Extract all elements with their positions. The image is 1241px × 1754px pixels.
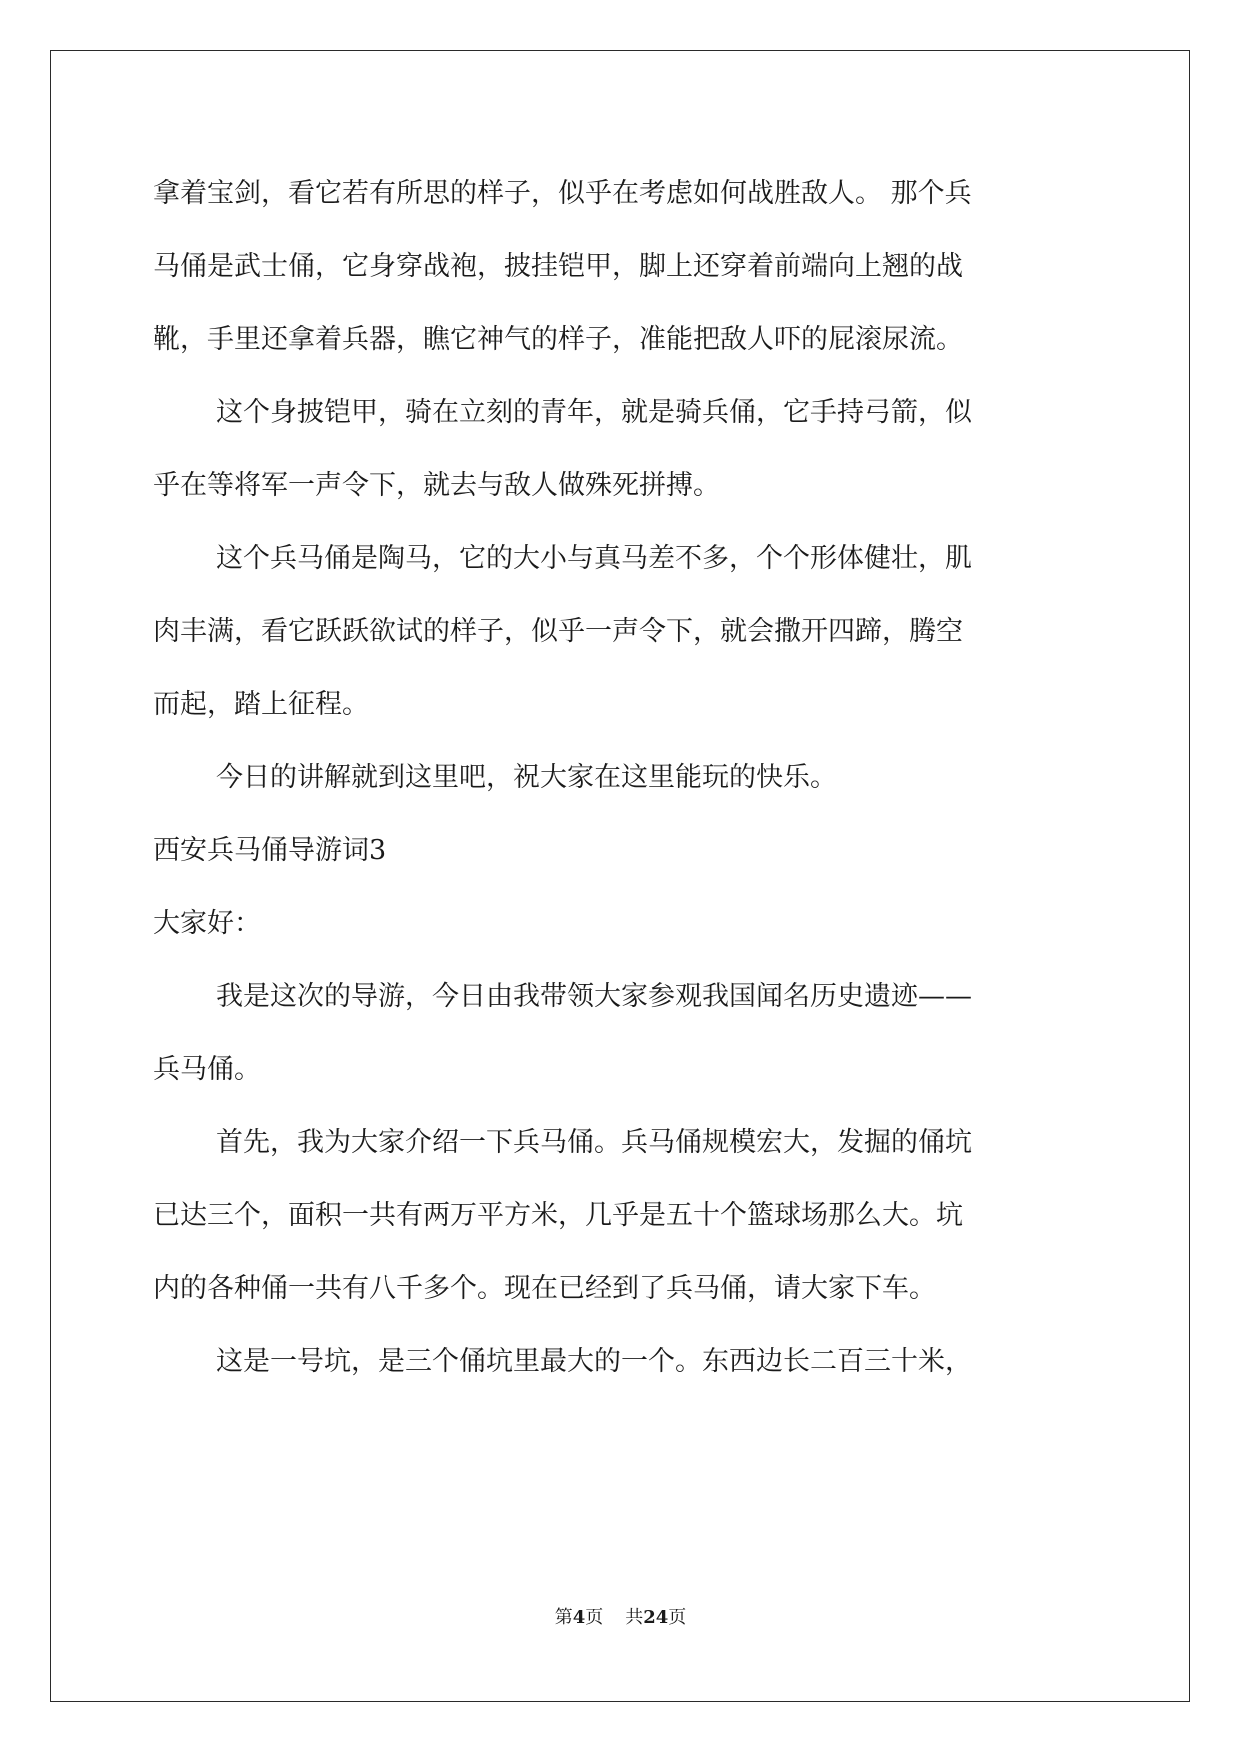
paragraph — [153, 960, 1089, 1106]
footer-total-prefix: 共 — [625, 1607, 644, 1628]
text-line: 已达三个，面积一共有两万平方米，几乎是五十个篮球场那么大。坑 — [153, 1200, 963, 1231]
greeting — [153, 887, 1089, 960]
current-page-number: 4 — [572, 1607, 586, 1628]
text-line: 这个身披铠甲，骑在立刻的青年，就是骑兵俑，它手持弓箭，似 — [216, 397, 972, 428]
text-line: 而起，踏上征程。 — [153, 689, 369, 720]
paragraph — [153, 376, 1089, 522]
text-line: 大家好： — [153, 908, 261, 939]
text-line: 这是一号坑，是三个俑坑里最大的一个。东西边长二百三十米， — [216, 1346, 972, 1377]
text-line: 这个兵马俑是陶马，它的大小与真马差不多，个个形体健壮，肌 — [216, 543, 972, 574]
text-line: 我是这次的导游，今日由我带领大家参观我国闻名历史遗迹—— — [216, 981, 972, 1012]
text-line: 首先，我为大家介绍一下兵马俑。兵马俑规模宏大，发掘的俑坑 — [216, 1127, 972, 1158]
footer-total-unit: 页 — [668, 1607, 687, 1628]
text-line: 内的各种俑一共有八千多个。现在已经到了兵马俑，请大家下车。 — [153, 1273, 936, 1304]
text-line: 乎在等将军一声令下，就去与敌人做殊死拼搏。 — [153, 470, 720, 501]
paragraph — [153, 1106, 1089, 1325]
text-line: 肉丰满，看它跃跃欲试的样子，似乎一声令下，就会撒开四蹄，腾空 — [153, 616, 963, 647]
paragraph — [153, 522, 1089, 741]
paragraph — [153, 741, 1089, 814]
text-line: 今日的讲解就到这里吧，祝大家在这里能玩的快乐。 — [216, 762, 837, 793]
footer-page-unit: 页 — [585, 1607, 604, 1628]
paragraph — [153, 1325, 1089, 1398]
paragraph — [153, 157, 1089, 376]
text-line: 马俑是武士俑，它身穿战袍，披挂铠甲，脚上还穿着前端向上翘的战 — [153, 251, 963, 282]
total-page-count: 24 — [643, 1607, 669, 1628]
footer-prefix: 第 — [554, 1607, 573, 1628]
text-line: 兵马俑。 — [153, 1054, 261, 1085]
text-line: 靴，手里还拿着兵器，瞧它神气的样子，准能把敌人吓的屁滚尿流。 — [153, 324, 963, 355]
document-body — [153, 157, 1089, 1398]
section-heading — [153, 814, 1089, 887]
text-line: 西安兵马俑导游词3 — [153, 835, 387, 866]
page-footer — [0, 1606, 1241, 1630]
text-line: 拿着宝剑，看它若有所思的样子，似乎在考虑如何战胜敌人。 那个兵 — [153, 178, 972, 209]
